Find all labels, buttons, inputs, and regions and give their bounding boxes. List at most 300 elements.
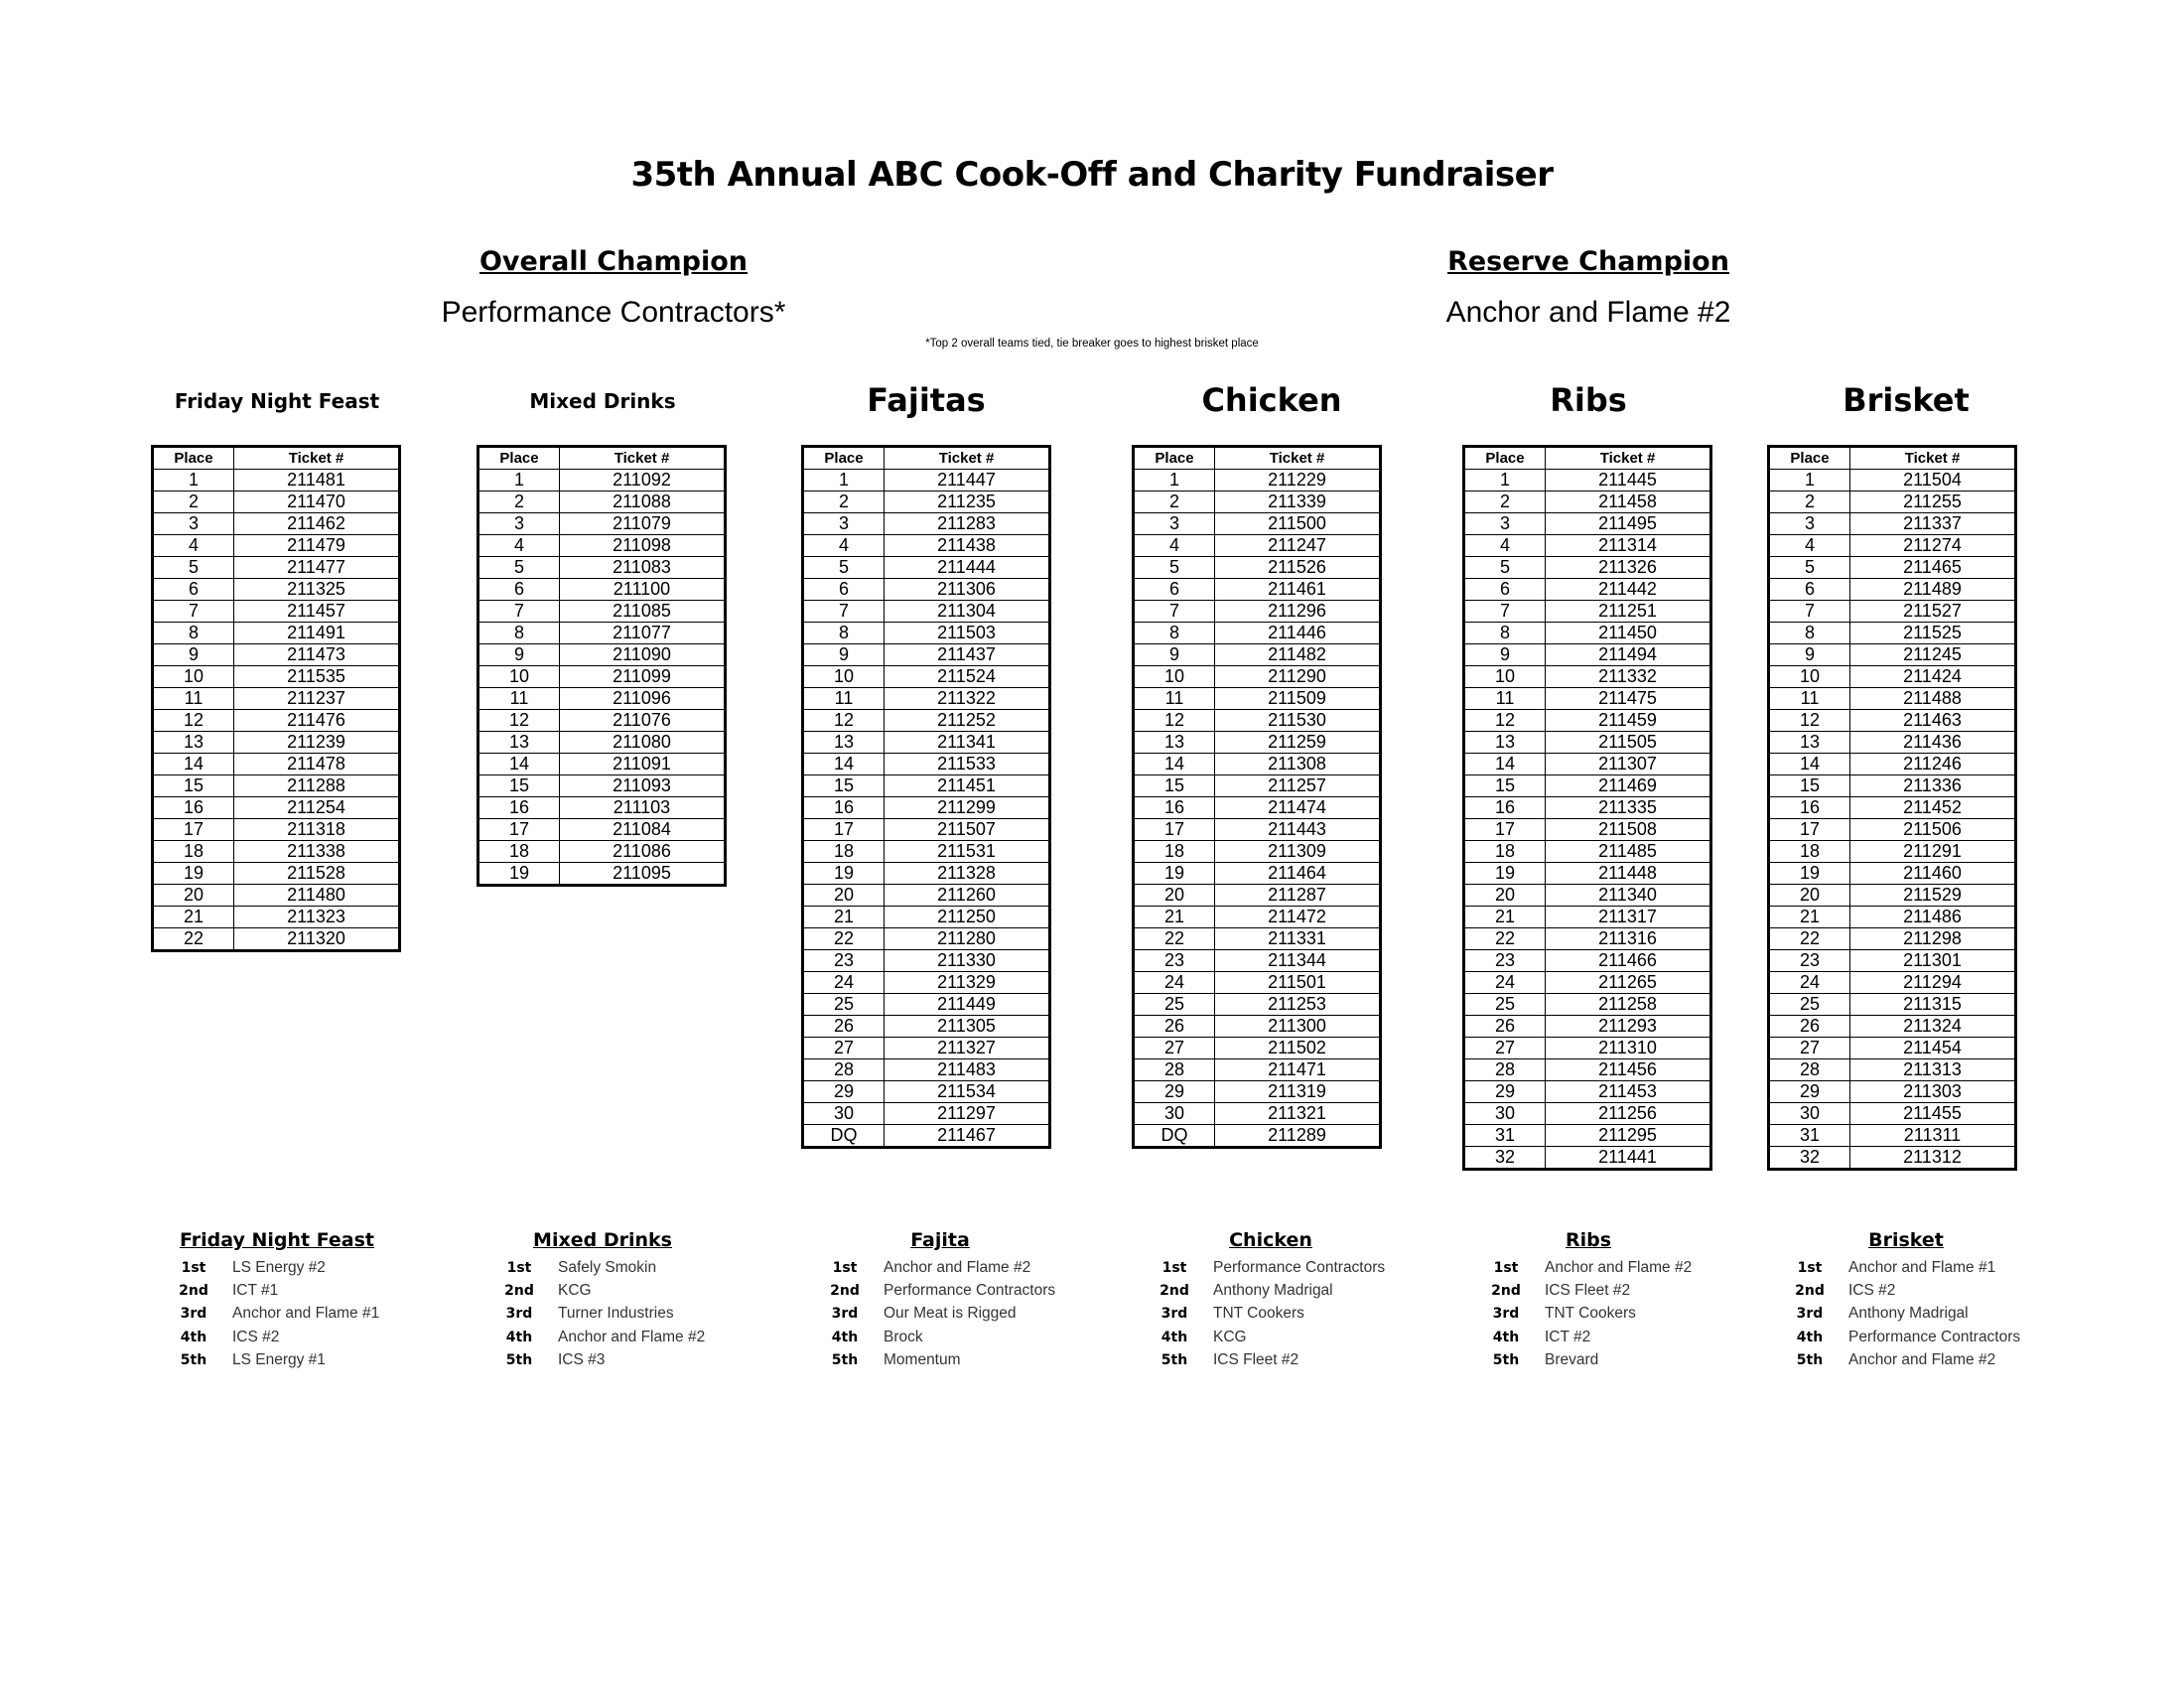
- table-row: [1464, 819, 1711, 841]
- place-cell: 11: [153, 688, 234, 710]
- table-row: [1464, 557, 1711, 579]
- table-row: [1134, 863, 1381, 885]
- place-cell: 6: [478, 579, 560, 601]
- ticket-cell: 211084: [560, 819, 726, 841]
- placing-row: [1136, 1326, 1385, 1348]
- table-row: [1134, 1038, 1381, 1059]
- place-cell: 14: [1769, 754, 1850, 775]
- ticket-cell: 211086: [560, 841, 726, 863]
- overall-champion-name: Performance Contractors*: [441, 296, 786, 329]
- table-row: [803, 732, 1050, 754]
- table-row: [803, 797, 1050, 819]
- table-row: [1134, 1103, 1381, 1125]
- placings-list-friday-night-feast: [155, 1256, 379, 1371]
- place-cell: 8: [478, 623, 560, 644]
- place-cell: 7: [1134, 601, 1215, 623]
- placing-row: [480, 1302, 705, 1325]
- ticket-cell: 211443: [1215, 819, 1381, 841]
- ticket-cell: 211442: [1546, 579, 1711, 601]
- place-cell: 8: [1134, 623, 1215, 644]
- ticket-cell: 211452: [1850, 797, 2016, 819]
- table-row: [803, 470, 1050, 492]
- table-row: [478, 492, 726, 513]
- ticket-cell: 211424: [1850, 666, 2016, 688]
- table-header-row: [1134, 447, 1381, 470]
- place-cell: 23: [1134, 950, 1215, 972]
- column-header-place: Place: [153, 447, 234, 470]
- place-cell: 4: [803, 535, 885, 557]
- ticket-cell: 211312: [1850, 1147, 2016, 1170]
- placings-list-chicken: [1136, 1256, 1385, 1371]
- ticket-cell: 211471: [1215, 1059, 1381, 1081]
- ticket-cell: 211088: [560, 492, 726, 513]
- placing-team: Momentum: [884, 1350, 961, 1368]
- category-heading-friday-night-feast: Friday Night Feast: [174, 389, 380, 413]
- place-cell: 6: [803, 579, 885, 601]
- ticket-cell: 211477: [234, 557, 400, 579]
- ticket-cell: 211340: [1546, 885, 1711, 907]
- table-row: [1769, 775, 2016, 797]
- ticket-cell: 211531: [885, 841, 1050, 863]
- ticket-cell: 211283: [885, 513, 1050, 535]
- overall-champion-heading: Overall Champion: [478, 246, 749, 277]
- table-row: [803, 907, 1050, 928]
- place-cell: 9: [1769, 644, 1850, 666]
- ticket-cell: 211246: [1850, 754, 2016, 775]
- results-table-brisket: [1767, 445, 2017, 1171]
- ticket-cell: 211300: [1215, 1016, 1381, 1038]
- place-cell: 31: [1769, 1125, 1850, 1147]
- table-row: [803, 1125, 1050, 1148]
- table-row: [478, 623, 726, 644]
- results-table-mixed-drinks: [477, 445, 727, 887]
- ticket-cell: 211100: [560, 579, 726, 601]
- table-row: [153, 819, 400, 841]
- placing-row: [1136, 1302, 1385, 1325]
- table-row: [1134, 950, 1381, 972]
- ticket-cell: 211099: [560, 666, 726, 688]
- placing-rank: 4th: [505, 1329, 533, 1345]
- place-cell: 29: [1134, 1081, 1215, 1103]
- table-row: [1769, 579, 2016, 601]
- place-cell: 15: [1769, 775, 1850, 797]
- ticket-cell: 211441: [1546, 1147, 1711, 1170]
- ticket-cell: 211254: [234, 797, 400, 819]
- table-row: [1134, 492, 1381, 513]
- ticket-cell: 211445: [1546, 470, 1711, 492]
- column-header-place: Place: [1464, 447, 1546, 470]
- placing-rank: 1st: [832, 1260, 858, 1276]
- column-header-place: Place: [1769, 447, 1850, 470]
- ticket-cell: 211482: [1215, 644, 1381, 666]
- ticket-cell: 211458: [1546, 492, 1711, 513]
- ticket-cell: 211483: [885, 1059, 1050, 1081]
- ticket-cell: 211287: [1215, 885, 1381, 907]
- column-header-ticket: Ticket #: [885, 447, 1050, 470]
- place-cell: 5: [1769, 557, 1850, 579]
- place-cell: 10: [1134, 666, 1215, 688]
- ticket-cell: 211253: [1215, 994, 1381, 1016]
- table-row: [1769, 1038, 2016, 1059]
- place-cell: 30: [1464, 1103, 1546, 1125]
- table-row: [1464, 863, 1711, 885]
- ticket-cell: 211095: [560, 863, 726, 886]
- table-row: [153, 492, 400, 513]
- ticket-cell: 211526: [1215, 557, 1381, 579]
- place-cell: 18: [1134, 841, 1215, 863]
- table-row: [1134, 907, 1381, 928]
- place-cell: 25: [1769, 994, 1850, 1016]
- ticket-cell: 211309: [1215, 841, 1381, 863]
- place-cell: 3: [1769, 513, 1850, 535]
- ticket-cell: 211235: [885, 492, 1050, 513]
- placing-team: Anchor and Flame #1: [1848, 1259, 1996, 1276]
- table-row: [1134, 666, 1381, 688]
- table-row: [1464, 1147, 1711, 1170]
- placing-team: TNT Cookers: [1213, 1305, 1304, 1323]
- table-row: [1134, 841, 1381, 863]
- table-row: [1464, 1059, 1711, 1081]
- table-row: [1464, 885, 1711, 907]
- placing-rank: 3rd: [1796, 1306, 1824, 1323]
- table-row: [1769, 732, 2016, 754]
- ticket-cell: 211237: [234, 688, 400, 710]
- ticket-cell: 211090: [560, 644, 726, 666]
- ticket-cell: 211337: [1850, 513, 2016, 535]
- table-row: [478, 470, 726, 492]
- results-table-friday-night-feast: [151, 445, 401, 952]
- place-cell: 28: [1464, 1059, 1546, 1081]
- table-row: [478, 666, 726, 688]
- place-cell: 20: [1464, 885, 1546, 907]
- place-cell: 6: [153, 579, 234, 601]
- table-header-row: [1769, 447, 2016, 470]
- ticket-cell: 211098: [560, 535, 726, 557]
- placing-rank: 4th: [1796, 1329, 1824, 1345]
- table-row: [153, 754, 400, 775]
- ticket-cell: 211323: [234, 907, 400, 928]
- place-cell: 20: [153, 885, 234, 907]
- ticket-cell: 211453: [1546, 1081, 1711, 1103]
- table-row: [1134, 797, 1381, 819]
- table-row: [1769, 535, 2016, 557]
- placing-team: LS Energy #2: [232, 1259, 326, 1276]
- table-row: [803, 950, 1050, 972]
- placing-row: [155, 1279, 379, 1302]
- table-row: [1464, 797, 1711, 819]
- place-cell: 31: [1464, 1125, 1546, 1147]
- table-row: [1769, 688, 2016, 710]
- placing-team: ICT #2: [1545, 1328, 1591, 1345]
- place-cell: 16: [803, 797, 885, 819]
- ticket-cell: 211247: [1215, 535, 1381, 557]
- ticket-cell: 211314: [1546, 535, 1711, 557]
- table-row: [1134, 601, 1381, 623]
- ticket-cell: 211475: [1546, 688, 1711, 710]
- ticket-cell: 211239: [234, 732, 400, 754]
- place-cell: 27: [1134, 1038, 1215, 1059]
- placing-rank: 5th: [180, 1351, 207, 1368]
- table-row: [1769, 1016, 2016, 1038]
- table-row: [1464, 688, 1711, 710]
- place-cell: 16: [478, 797, 560, 819]
- table-row: [1134, 732, 1381, 754]
- place-cell: 22: [803, 928, 885, 950]
- table-row: [1134, 1081, 1381, 1103]
- place-cell: 5: [1134, 557, 1215, 579]
- place-cell: 4: [1134, 535, 1215, 557]
- ticket-cell: 211489: [1850, 579, 2016, 601]
- table-header-row: [153, 447, 400, 470]
- placing-team: ICS Fleet #2: [1213, 1350, 1299, 1368]
- place-cell: 2: [1769, 492, 1850, 513]
- place-cell: 11: [478, 688, 560, 710]
- table-row: [1134, 1059, 1381, 1081]
- table-row: [1464, 1125, 1711, 1147]
- table-row: [478, 775, 726, 797]
- table-row: [1464, 535, 1711, 557]
- placing-team: Anchor and Flame #2: [558, 1328, 706, 1345]
- ticket-cell: 211327: [885, 1038, 1050, 1059]
- placing-rank: 3rd: [831, 1306, 859, 1323]
- ticket-cell: 211322: [885, 688, 1050, 710]
- placing-rank: 2nd: [1795, 1283, 1825, 1300]
- ticket-cell: 211509: [1215, 688, 1381, 710]
- table-row: [153, 907, 400, 928]
- placing-row: [155, 1302, 379, 1325]
- place-cell: 13: [478, 732, 560, 754]
- placing-row: [1467, 1326, 1692, 1348]
- table-row: [153, 535, 400, 557]
- placing-row: [1771, 1279, 2020, 1302]
- table-row: [1769, 841, 2016, 863]
- category-heading-mixed-drinks: Mixed Drinks: [529, 389, 676, 413]
- table-row: [1134, 470, 1381, 492]
- table-row: [478, 863, 726, 886]
- ticket-cell: 211474: [1215, 797, 1381, 819]
- placing-rank: 4th: [1160, 1329, 1188, 1345]
- placings-list-ribs: [1467, 1256, 1692, 1371]
- table-row: [1769, 666, 2016, 688]
- place-cell: 4: [1464, 535, 1546, 557]
- placing-rank: 4th: [180, 1329, 207, 1345]
- ticket-cell: 211296: [1215, 601, 1381, 623]
- table-row: [153, 601, 400, 623]
- place-cell: 6: [1464, 579, 1546, 601]
- ticket-cell: 211250: [885, 907, 1050, 928]
- place-cell: 14: [478, 754, 560, 775]
- place-cell: 4: [1769, 535, 1850, 557]
- placings-heading-mixed-drinks: Mixed Drinks: [533, 1229, 672, 1251]
- placing-row: [155, 1256, 379, 1279]
- placing-rank: 2nd: [179, 1283, 208, 1300]
- table-row: [1464, 1038, 1711, 1059]
- placing-team: ICS #2: [232, 1328, 280, 1345]
- placing-row: [480, 1279, 705, 1302]
- place-cell: 4: [478, 535, 560, 557]
- place-cell: 13: [1464, 732, 1546, 754]
- ticket-cell: 211438: [885, 535, 1050, 557]
- place-cell: 19: [803, 863, 885, 885]
- place-cell: 28: [1769, 1059, 1850, 1081]
- placings-heading-ribs: Ribs: [1565, 1229, 1612, 1251]
- placing-team: Anchor and Flame #1: [232, 1305, 380, 1323]
- ticket-cell: 211507: [885, 819, 1050, 841]
- placings-heading-brisket: Brisket: [1868, 1229, 1944, 1251]
- ticket-cell: 211480: [234, 885, 400, 907]
- placings-heading-fajita: Fajita: [910, 1229, 970, 1251]
- table-row: [153, 797, 400, 819]
- table-row: [1134, 994, 1381, 1016]
- place-cell: 8: [153, 623, 234, 644]
- table-row: [803, 841, 1050, 863]
- place-cell: 6: [1769, 579, 1850, 601]
- place-cell: 13: [1769, 732, 1850, 754]
- place-cell: 9: [153, 644, 234, 666]
- place-cell: 26: [1769, 1016, 1850, 1038]
- placing-row: [1467, 1348, 1692, 1371]
- column-header-place: Place: [1134, 447, 1215, 470]
- table-row: [1134, 775, 1381, 797]
- place-cell: 23: [1769, 950, 1850, 972]
- place-cell: 14: [1464, 754, 1546, 775]
- table-row: [1134, 1125, 1381, 1148]
- ticket-cell: 211305: [885, 1016, 1050, 1038]
- place-cell: 8: [803, 623, 885, 644]
- placing-row: [806, 1302, 1055, 1325]
- ticket-cell: 211324: [1850, 1016, 2016, 1038]
- table-row: [1769, 601, 2016, 623]
- place-cell: 18: [1464, 841, 1546, 863]
- place-cell: 18: [1769, 841, 1850, 863]
- place-cell: 11: [1769, 688, 1850, 710]
- table-row: [803, 994, 1050, 1016]
- table-row: [478, 557, 726, 579]
- ticket-cell: 211469: [1546, 775, 1711, 797]
- table-row: [1464, 928, 1711, 950]
- ticket-cell: 211436: [1850, 732, 2016, 754]
- placing-team: Anchor and Flame #2: [1848, 1350, 1996, 1368]
- place-cell: 16: [1769, 797, 1850, 819]
- ticket-cell: 211528: [234, 863, 400, 885]
- place-cell: 3: [1464, 513, 1546, 535]
- tie-breaker-note: *Top 2 overall teams tied, tie breaker goes to highest brisket place: [925, 338, 1259, 350]
- place-cell: 2: [478, 492, 560, 513]
- place-cell: 1: [803, 470, 885, 492]
- place-cell: 22: [1769, 928, 1850, 950]
- place-cell: 10: [153, 666, 234, 688]
- place-cell: 25: [1134, 994, 1215, 1016]
- ticket-cell: 211103: [560, 797, 726, 819]
- place-cell: 22: [153, 928, 234, 951]
- ticket-cell: 211336: [1850, 775, 2016, 797]
- placing-rank: 2nd: [1160, 1283, 1189, 1300]
- place-cell: 10: [478, 666, 560, 688]
- table-row: [153, 841, 400, 863]
- ticket-cell: 211308: [1215, 754, 1381, 775]
- place-cell: 5: [478, 557, 560, 579]
- ticket-cell: 211274: [1850, 535, 2016, 557]
- place-cell: 17: [1134, 819, 1215, 841]
- table-row: [478, 819, 726, 841]
- place-cell: 3: [478, 513, 560, 535]
- ticket-cell: 211472: [1215, 907, 1381, 928]
- placing-row: [1136, 1279, 1385, 1302]
- table-row: [153, 666, 400, 688]
- placing-team: ICS #3: [558, 1350, 606, 1368]
- table-row: [1464, 1016, 1711, 1038]
- results-table-chicken: [1132, 445, 1382, 1149]
- placing-row: [806, 1348, 1055, 1371]
- place-cell: 17: [1464, 819, 1546, 841]
- ticket-cell: 211306: [885, 579, 1050, 601]
- place-cell: 5: [1464, 557, 1546, 579]
- table-row: [153, 732, 400, 754]
- ticket-cell: 211316: [1546, 928, 1711, 950]
- placing-team: Anthony Madrigal: [1213, 1282, 1333, 1300]
- place-cell: 14: [803, 754, 885, 775]
- column-header-ticket: Ticket #: [1546, 447, 1711, 470]
- table-row: [1464, 644, 1711, 666]
- place-cell: 24: [803, 972, 885, 994]
- table-row: [1769, 1103, 2016, 1125]
- table-row: [1134, 579, 1381, 601]
- place-cell: 5: [153, 557, 234, 579]
- ticket-cell: 211524: [885, 666, 1050, 688]
- place-cell: 18: [803, 841, 885, 863]
- ticket-cell: 211454: [1850, 1038, 2016, 1059]
- ticket-cell: 211449: [885, 994, 1050, 1016]
- table-row: [803, 1059, 1050, 1081]
- placing-team: Our Meat is Rigged: [884, 1305, 1017, 1323]
- table-row: [153, 513, 400, 535]
- placing-row: [155, 1348, 379, 1371]
- place-cell: 5: [803, 557, 885, 579]
- table-row: [153, 710, 400, 732]
- table-row: [803, 1016, 1050, 1038]
- place-cell: 14: [153, 754, 234, 775]
- table-row: [1464, 841, 1711, 863]
- place-cell: 16: [153, 797, 234, 819]
- table-row: [803, 928, 1050, 950]
- table-row: [803, 535, 1050, 557]
- ticket-cell: 211525: [1850, 623, 2016, 644]
- ticket-cell: 211447: [885, 470, 1050, 492]
- placing-row: [1771, 1302, 2020, 1325]
- placings-list-fajita: [806, 1256, 1055, 1371]
- table-row: [803, 666, 1050, 688]
- ticket-cell: 211245: [1850, 644, 2016, 666]
- column-header-ticket: Ticket #: [1850, 447, 2016, 470]
- ticket-cell: 211251: [1546, 601, 1711, 623]
- placing-team: TNT Cookers: [1545, 1305, 1636, 1323]
- place-cell: 9: [1134, 644, 1215, 666]
- place-cell: 13: [153, 732, 234, 754]
- place-cell: 1: [1464, 470, 1546, 492]
- place-cell: 30: [803, 1103, 885, 1125]
- table-row: [803, 819, 1050, 841]
- ticket-cell: 211310: [1546, 1038, 1711, 1059]
- table-row: [803, 513, 1050, 535]
- table-header-row: [478, 447, 726, 470]
- table-row: [1464, 579, 1711, 601]
- ticket-cell: 211295: [1546, 1125, 1711, 1147]
- table-row: [803, 775, 1050, 797]
- place-cell: 6: [1134, 579, 1215, 601]
- ticket-cell: 211291: [1850, 841, 2016, 863]
- place-cell: 19: [1134, 863, 1215, 885]
- ticket-cell: 211083: [560, 557, 726, 579]
